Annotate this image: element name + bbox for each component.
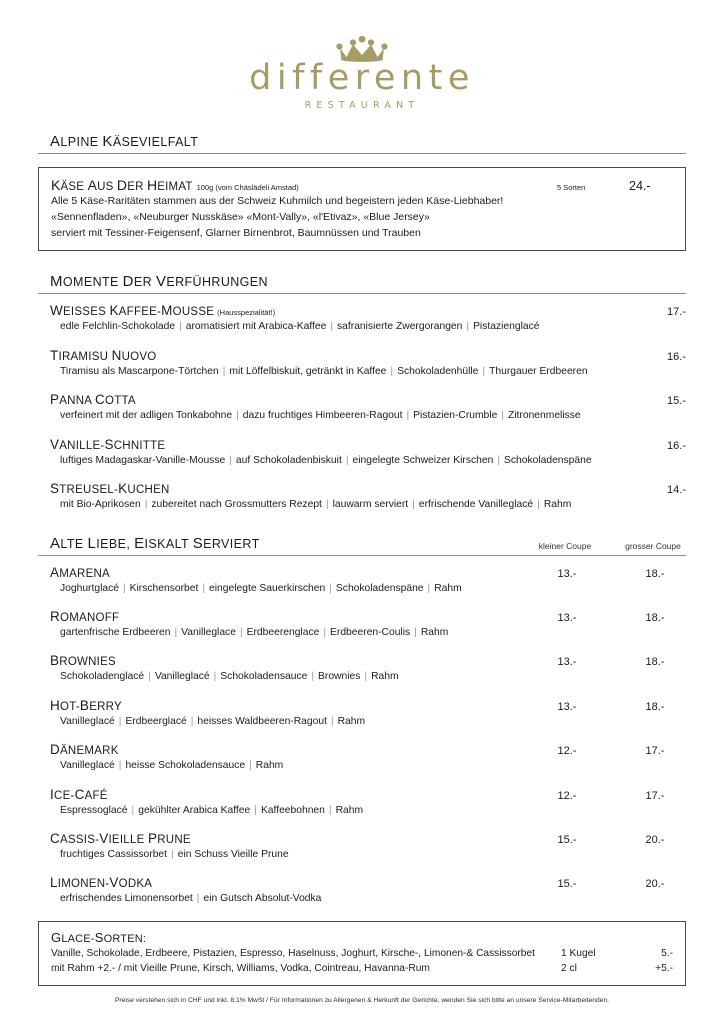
coupe-item-prices: [536, 701, 686, 713]
cheese-plate-quantity: 5 Sorten: [557, 182, 586, 192]
dessert-item-price: 15.-: [667, 395, 686, 408]
coupe-ingredient: Rahm: [255, 760, 284, 772]
coupe-item: [38, 875, 686, 906]
coupe-ingredient: fruchtiges Cassissorbet: [60, 848, 168, 860]
dessert-ingredient: mit Bio-Aprikosen: [60, 499, 141, 511]
coupe-item-name: LIMONEN-VODKA: [50, 875, 153, 891]
cheese-plate-note: 100g (vom Chäslädeli Amstad): [196, 182, 299, 192]
dessert-item-row: [50, 392, 686, 407]
coupe-item-row: [50, 831, 686, 846]
ingredient-separator: |: [236, 410, 239, 422]
dessert-item-price: 16.-: [667, 350, 686, 363]
cheese-plate-box: [38, 167, 686, 252]
coupe-price-large: 17.-: [645, 745, 665, 758]
coupe-item-name-wrap: [50, 787, 108, 802]
coupe-ingredient: Rahm: [337, 715, 366, 727]
ingredient-separator: |: [537, 499, 540, 511]
ingredient-separator: |: [323, 626, 327, 638]
coupe-item: [38, 565, 686, 596]
coupe-item-name: ROMANOFF: [50, 608, 120, 624]
ingredient-separator: |: [122, 582, 126, 594]
coupe-price-small: 13.-: [557, 611, 577, 624]
dessert-ingredient: auf Schokoladenbiskuit: [235, 454, 342, 466]
coupe-item-name: AMARENA: [50, 564, 110, 580]
dessert-item: [38, 437, 686, 468]
coupe-item-description: [50, 626, 686, 640]
glace-sorten-row: [51, 947, 673, 962]
glace-sorten-flavours: Vanille, Schokolade, Erdbeere, Pistazien, Espresso, Haselnuss, Joghurt, Kirsche-, Limonen-& Cassissorbet: [51, 947, 535, 959]
coupe-item-description: [50, 848, 686, 862]
restaurant-logo: [38, 0, 686, 111]
coupe-ingredient: Erdbeerglacé: [125, 715, 187, 727]
coupe-ingredient: Vanilleglacé: [60, 715, 115, 727]
coupe-item: [38, 653, 686, 684]
coupe-item-name: HOT-BERRY: [50, 697, 122, 713]
coupe-ingredient: Vanilleglace: [181, 626, 236, 638]
coupe-item: [38, 742, 686, 773]
coupe-item-prices: [536, 745, 686, 757]
dessert-ingredient: Tiramisu als Mascarpone-Törtchen: [60, 365, 219, 377]
coupe-ingredient: gekühlter Arabica Kaffee: [138, 804, 251, 816]
cheese-plate-header: [51, 177, 673, 193]
ingredient-separator: |: [254, 804, 257, 816]
coupe-item-name-wrap: [50, 609, 119, 624]
cheese-plate-title-wrap: [51, 177, 299, 193]
glace-sorten-row: [51, 962, 673, 977]
ingredient-separator: |: [406, 410, 410, 422]
dessert-item-description: [50, 454, 686, 468]
ingredient-separator: |: [229, 454, 232, 466]
ingredient-separator: |: [482, 365, 486, 377]
coupe-ingredient: Kirschensorbet: [129, 582, 199, 594]
section-header-alpine-kaesevielfalt: [38, 133, 686, 154]
ingredient-separator: |: [249, 760, 252, 772]
dessert-ingredient: mit Löffelbiskuit, getränkt in Kaffee: [229, 365, 387, 377]
cheese-plate-pricing: [557, 179, 673, 193]
dessert-item-name-wrap: [50, 437, 165, 452]
glace-sorten-extras-unit: 2 cl: [561, 962, 577, 974]
coupe-ingredient: heisse Schokoladensauce: [125, 760, 246, 772]
coupe-price-large: 18.-: [645, 700, 665, 713]
coupe-item-name: ICE-CAFÉ: [50, 786, 108, 802]
dessert-ingredient: Rahm: [543, 499, 572, 511]
dessert-ingredient: Pistazienglacé: [473, 321, 540, 333]
ingredient-separator: |: [501, 410, 504, 422]
coupe-price-large: 20.-: [645, 833, 665, 846]
section-header-alte-liebe: [38, 535, 686, 556]
glace-sorten-title: GLACE-SORTEN:: [51, 929, 147, 945]
coupe-ingredient: Vanilleglacé: [154, 671, 210, 683]
coupe-price-large: 17.-: [645, 789, 665, 802]
ingredient-separator: |: [330, 715, 334, 727]
section-header-momente-der-verfuehrungen: [38, 273, 686, 294]
dessert-ingredient: edle Felchlin-Schokolade: [60, 321, 176, 333]
coupe-item-name-wrap: [50, 875, 152, 890]
coupe-price-small: 13.-: [557, 567, 577, 580]
ingredient-separator: |: [497, 454, 500, 466]
ingredient-separator: |: [118, 760, 122, 772]
coupe-list: [38, 565, 686, 907]
coupe-ingredient: erfrischendes Limonensorbet: [60, 893, 193, 905]
coupe-item-row: [50, 609, 686, 624]
glace-sorten-extras: mit Rahm +2.- / mit Vieille Prune, Kirsch, Williams, Vodka, Cointreau, Havanna-Rum: [51, 962, 430, 974]
ingredient-separator: |: [311, 671, 315, 683]
dessert-item-name-wrap: [50, 481, 170, 496]
coupe-item-row: [50, 742, 686, 757]
coupe-item-name-wrap: [50, 698, 122, 713]
ingredient-separator: |: [330, 321, 334, 333]
coupe-item: [38, 609, 686, 640]
ingredient-separator: |: [390, 365, 394, 377]
coupe-item-name-wrap: [50, 831, 191, 846]
ingredient-separator: |: [179, 321, 182, 333]
dessert-list: [38, 303, 686, 512]
dessert-item-name: PANNA COTTA: [50, 392, 136, 408]
ingredient-separator: |: [131, 804, 135, 816]
coupe-item-description: [50, 715, 686, 729]
cheese-plate-price: 24.-: [629, 178, 651, 193]
coupe-ingredient: Vanilleglacé: [60, 760, 115, 772]
glace-sorten-extras-price: +5.-: [655, 962, 673, 974]
ingredient-separator: |: [174, 626, 178, 638]
dessert-item-description: [50, 365, 686, 379]
coupe-item-prices: [536, 790, 686, 802]
coupe-ingredient: ein Gutsch Absolut-Vodka: [203, 893, 322, 905]
coupe-item-name-wrap: [50, 742, 119, 757]
coupe-item-description: [50, 670, 686, 684]
dessert-ingredient: aromatisiert mit Arabica-Kaffee: [185, 321, 327, 333]
ingredient-separator: |: [329, 582, 332, 594]
coupe-item-row: [50, 787, 686, 802]
ingredient-separator: |: [345, 454, 349, 466]
dessert-item-row: [50, 481, 686, 496]
coupe-item-name: BROWNIES: [50, 653, 116, 669]
coupe-item-name: CASSIS-VIEILLE PRUNE: [50, 830, 191, 846]
dessert-item-name: STREUSEL-KUCHEN: [50, 481, 170, 497]
coupe-item-prices: [536, 656, 686, 668]
coupe-item-row: [50, 653, 686, 668]
coupe-price-small: 15.-: [557, 878, 577, 891]
coupe-price-small: 12.-: [557, 789, 577, 802]
dessert-ingredient: lauwarm serviert: [332, 499, 409, 511]
dessert-ingredient: Zitronenmelisse: [507, 410, 581, 422]
coupe-price-large: 18.-: [645, 611, 665, 624]
dessert-item-description: [50, 409, 686, 423]
dessert-ingredient: erfrischende Vanilleglacé: [418, 499, 534, 511]
dessert-ingredient: eingelegte Schweizer Kirschen: [352, 454, 494, 466]
coupe-ingredient: Erdbeeren-Coulis: [330, 626, 411, 638]
coupe-ingredient: Rahm: [371, 671, 399, 683]
column-header-large-coupe: grosser Coupe: [625, 540, 681, 551]
coupe-item-prices: [536, 568, 686, 580]
coupe-item-description: [50, 582, 686, 596]
ingredient-separator: |: [466, 321, 470, 333]
dessert-item-description: [50, 320, 686, 334]
coupe-item-prices: [536, 878, 686, 890]
dessert-item: [38, 303, 686, 334]
dessert-ingredient: Pistazien-Crumble: [413, 410, 498, 422]
coupe-item-row: [50, 565, 686, 580]
coupe-item-description: [50, 804, 686, 818]
coupe-item-description: [50, 892, 686, 906]
section-title: MOMENTE DER VERFÜHRUNGEN: [50, 273, 268, 291]
coupe-ingredient: Espressoglacé: [60, 804, 128, 816]
logo-subtitle: RESTAURANT: [304, 99, 420, 111]
dessert-ingredient: Schokoladenspäne: [504, 454, 592, 466]
coupe-ingredient: Erdbeerenglace: [246, 626, 320, 638]
dessert-item-row: [50, 437, 686, 452]
dessert-item-name: VANILLE-SCHNITTE: [50, 436, 166, 452]
dessert-item-name-wrap: [50, 392, 136, 407]
ingredient-separator: |: [144, 499, 148, 511]
cheese-plate-desc-line-1: Alle 5 Käse-Raritäten stammen aus der Schweiz Kuhmilch und begeistern jeden Käse-Liebhaber!: [51, 194, 504, 207]
dessert-item-note: (Hausspezialität!): [217, 308, 276, 318]
ingredient-separator: |: [171, 848, 174, 860]
dessert-item-price: 14.-: [667, 484, 686, 497]
ingredient-separator: |: [239, 626, 243, 638]
coupe-price-large: 18.-: [645, 656, 665, 669]
ingredient-separator: |: [364, 671, 368, 683]
dessert-ingredient: zubereitet nach Grossmutters Rezept: [151, 499, 322, 511]
dessert-item-description: [50, 498, 686, 512]
ingredient-separator: |: [196, 893, 200, 905]
coupe-ingredient: Brownies: [318, 671, 361, 683]
ingredient-separator: |: [414, 626, 417, 638]
coupe-ingredient: Rahm: [335, 804, 364, 816]
coupe-ingredient: gartenfrische Erdbeeren: [60, 626, 171, 638]
coupe-ingredient: Rahm: [420, 626, 449, 638]
coupe-ingredient: ein Schuss Vieille Prune: [177, 848, 289, 860]
ingredient-separator: |: [427, 582, 431, 594]
dessert-item-name-wrap: [50, 348, 157, 363]
coupe-column-headers: [534, 541, 684, 552]
ingredient-separator: |: [202, 582, 206, 594]
coupe-price-small: 13.-: [557, 656, 577, 669]
coupe-price-small: 13.-: [557, 700, 577, 713]
ingredient-separator: |: [213, 671, 217, 683]
coupe-ingredient: Kaffeebohnen: [260, 804, 325, 816]
dessert-item-price: 17.-: [667, 306, 686, 319]
dessert-ingredient: verfeinert mit der adligen Tonkabohne: [60, 410, 233, 422]
coupe-item: [38, 698, 686, 729]
coupe-ingredient: Joghurtglacé: [60, 582, 119, 594]
section-title: ALPINE KÄSEVIELFALT: [50, 132, 199, 150]
cheese-plate-desc-line-3: serviert mit Tessiner-Feigensenf, Glarner Birnenbrot, Baumnüssen und Trauben: [51, 226, 421, 239]
coupe-price-large: 20.-: [645, 878, 665, 891]
dessert-ingredient: Schokoladenhülle: [397, 365, 479, 377]
ingredient-separator: |: [222, 365, 226, 377]
coupe-ingredient: Schokoladensauce: [220, 671, 308, 683]
cheese-plate-title: KÄSE AUS DER HEIMAT: [51, 176, 193, 193]
ingredient-separator: |: [328, 804, 332, 816]
dessert-item-price: 16.-: [667, 439, 686, 452]
coupe-ingredient: eingelegte Sauerkirschen: [209, 582, 326, 594]
ingredient-separator: |: [118, 715, 122, 727]
ingredient-separator: |: [412, 499, 415, 511]
coupe-price-small: 15.-: [557, 833, 577, 846]
ingredient-separator: |: [148, 671, 151, 683]
coupe-ingredient: Schokoladenglacé: [60, 671, 145, 683]
coupe-item: [38, 787, 686, 818]
coupe-item: [38, 831, 686, 862]
cheese-plate-desc-line-2: «Sennenfladen», «Neuburger Nusskäse» «Mont-Vally», «l'Etivaz», «Blue Jersey»: [51, 210, 430, 223]
coupe-item-row: [50, 875, 686, 890]
coupe-ingredient: Schokoladenspäne: [335, 582, 424, 594]
logo-wordmark: differente: [249, 58, 475, 98]
dessert-item: [38, 392, 686, 423]
dessert-item-row: [50, 303, 686, 318]
coupe-item-prices: [536, 834, 686, 846]
ingredient-separator: |: [325, 499, 329, 511]
footer-disclaimer: Preise verstehen sich in CHF und inkl. 8.1% MwSt / Für Informationen zu Allergenen & Herkunft der Gerichte, wenden Sie sich bitte an unsere Service-Mitarbeitenden.: [114, 997, 610, 1005]
dessert-item-row: [50, 348, 686, 363]
dessert-item-name: TIRAMISU NUOVO: [50, 347, 157, 363]
glace-sorten-unit: 1 Kugel: [561, 947, 596, 959]
ingredient-separator: |: [190, 715, 194, 727]
dessert-item: [38, 481, 686, 512]
section-title: ALTE LIEBE, EISKALT SERVIERT: [50, 534, 260, 552]
dessert-ingredient: dazu fruchtiges Himbeeren-Ragout: [242, 410, 403, 422]
coupe-item-name-wrap: [50, 565, 110, 580]
dessert-item-name: WEISSES KAFFEE-MOUSSE: [50, 303, 215, 319]
dessert-ingredient: safranisierte Zwergorangen: [337, 321, 463, 333]
coupe-item-description: [50, 759, 686, 773]
coupe-item-name-wrap: [50, 653, 116, 668]
coupe-ingredient: heisses Waldbeeren-Ragout: [197, 715, 327, 727]
coupe-item-prices: [536, 612, 686, 624]
dessert-item-name-wrap: [50, 303, 275, 318]
glace-sorten-price: 5.-: [661, 947, 673, 959]
dessert-item: [38, 348, 686, 379]
column-header-small-coupe: kleiner Coupe: [538, 540, 592, 551]
coupe-ingredient: Rahm: [434, 582, 462, 594]
dessert-ingredient: luftiges Madagaskar-Vanille-Mousse: [60, 454, 226, 466]
coupe-price-small: 12.-: [557, 745, 577, 758]
dessert-ingredient: Thurgauer Erdbeeren: [489, 365, 588, 377]
coupe-item-name: DÄNEMARK: [50, 742, 119, 758]
coupe-price-large: 18.-: [645, 567, 665, 580]
coupe-item-row: [50, 698, 686, 713]
glace-sorten-box: [38, 921, 686, 987]
